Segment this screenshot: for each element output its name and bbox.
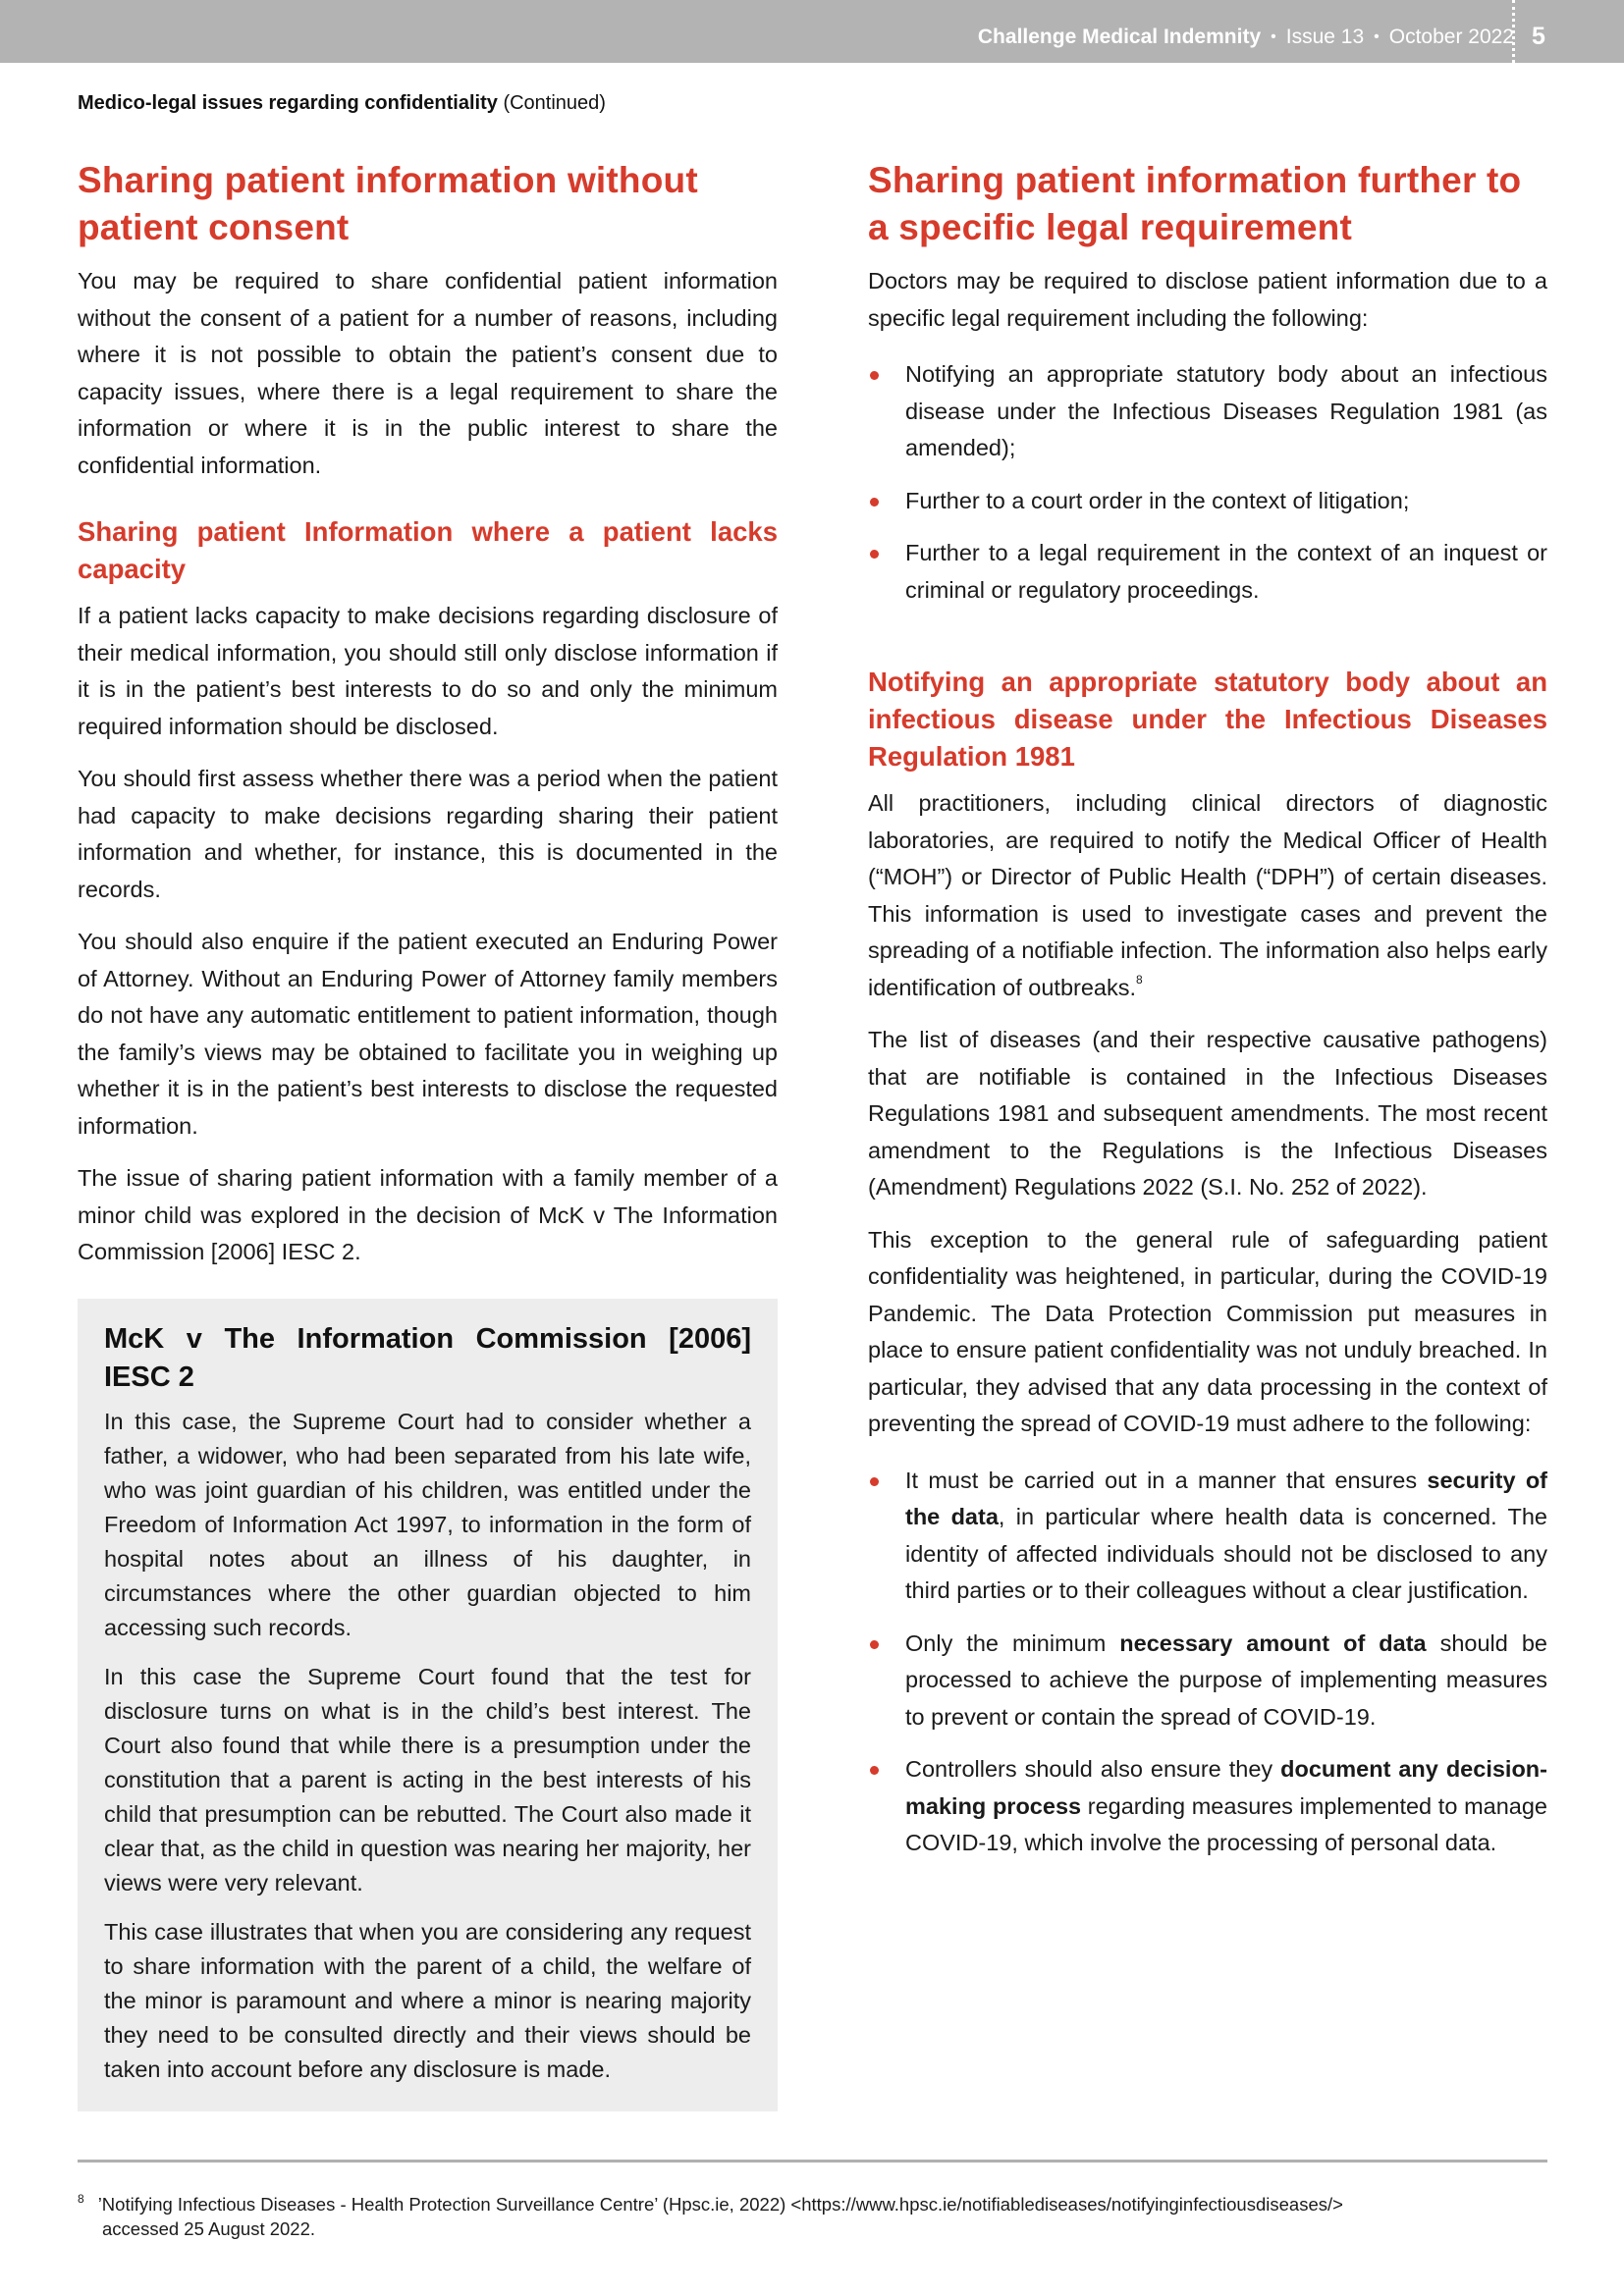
case-study-title: McK v The Information Commission [2006] IESC 2 — [104, 1322, 751, 1393]
page-number: 5 — [1532, 23, 1545, 50]
paragraph: You should also enquire if the patient executed an Enduring Power of Attorney. Without an Enduring Power of Attorney family members do not have any automatic entitlement to patient information, though the family’s views may be obtained to facilitate you in weighing up whether it is in the patient’s best interests to disclose the requested information. — [78, 929, 778, 1139]
section-heading-without-consent: Sharing patient information without patient consent — [78, 160, 698, 247]
bullet-icon — [870, 550, 879, 559]
paragraph: The list of diseases (and their respective causative pathogens) that are notifiable is contained in the Infectious Diseases Regulations 1981 and subsequent amendments. The most recent amendment to the Regulations is the Infectious Diseases (Amendment) Regulations 2022 (S.I. No. 252 of 2022). — [868, 1027, 1547, 1200]
running-head — [78, 92, 606, 115]
paragraph: Doctors may be required to disclose patient information due to a specific legal requirement including the following: — [868, 268, 1547, 331]
footnote-text[interactable]: ’Notifying Infectious Diseases - Health Protection Surveillance Centre’ (Hpsc.ie, 2022) <https://www.hpsc.ie/notifiablediseases/notifyinginfectiousdiseases/> — [97, 2194, 1343, 2215]
running-head-title: Medico-legal issues regarding confidentiality — [78, 92, 498, 114]
paragraph: You should first assess whether there was a period when the patient had capacity to make decisions regarding sharing their patient information and whether, for instance, this is documented in the records. — [78, 766, 778, 902]
case-paragraph: In this case, the Supreme Court had to consider whether a father, a widower, who had been separated from his late wife, who was joint guardian of his children, was entitled under the Freedom of Information Act 1997, to information in the form of hospital notes about an illness of his daughter, in circumstances where the other guardian objected to him accessing such records. — [104, 1408, 751, 1640]
bullet-icon — [870, 498, 879, 507]
case-paragraph: In this case the Supreme Court found that the test for disclosure turns on what is in the child’s best interest. The Court also found that while there is a presumption under the constitution that a parent is acting in the best interests of his child that presumption can be rebutted. The Court also made it clear that, as the child in question was nearing her majority, her views were very relevant. — [104, 1663, 751, 1896]
right-column — [868, 157, 1547, 1880]
bullet-icon — [870, 1640, 879, 1649]
case-study-box — [78, 1299, 778, 2111]
header-dotted-divider — [1512, 0, 1515, 63]
footnote-number: 8 — [78, 2192, 84, 2206]
running-head-suffix: (Continued) — [503, 92, 606, 114]
paragraph: The issue of sharing patient information with a family member of a minor child was explored in the decision of McK v The Information Commission [2006] IESC 2. — [78, 1165, 778, 1264]
footnote-divider — [78, 2160, 1547, 2163]
issue-date: October 2022 — [1388, 26, 1514, 48]
paragraph: If a patient lacks capacity to make decisions regarding disclosure of their medical information, you should still only disclose information if it is in the patient’s best interests to do so and only the minimum required information should be disclosed. — [78, 603, 778, 739]
bullet-icon — [870, 1766, 879, 1775]
bullet-icon — [870, 1477, 879, 1486]
subheading-infectious-disease: Notifying an appropriate statutory body about an infectious disease under the Infectious Diseases Regulation 1981 — [868, 667, 1547, 772]
subheading-lacks-capacity: Sharing patient Information where a patient lacks capacity — [78, 516, 778, 584]
footnote-reference[interactable]: 8 — [1136, 972, 1143, 987]
separator-dot-icon: • — [1374, 28, 1380, 45]
paragraph: All practitioners, including clinical directors of diagnostic laboratories, are required to notify the Medical Officer of Health (“MOH”) or Director of Public Health (“DPH”) of certain diseases. This information is used to investigate cases and prevent the spreading of a notifiable infection. The information also helps early identification of outbreaks.$^8$ — [868, 790, 1547, 1000]
list-item: Further to a legal requirement in the context of an inquest or criminal or regulatory proceedings. — [868, 535, 1547, 609]
header-bar — [0, 0, 1624, 63]
publication-meta — [978, 26, 1514, 49]
left-column — [78, 157, 778, 2111]
list-item: Notifying an appropriate statutory body about an infectious disease under the Infectious Diseases Regulation 1981 (as amended); — [868, 356, 1547, 467]
footnote-accessed: accessed 25 August 2022. — [102, 2218, 316, 2239]
list-item: Further to a court order in the context of litigation; — [868, 483, 1547, 520]
bullet-icon — [870, 371, 879, 380]
list-item: Only the minimum necessary amount of data should be processed to achieve the purpose of implementing measures to prevent or contain the spread of COVID-19. — [868, 1626, 1547, 1736]
separator-dot-icon: • — [1271, 28, 1276, 45]
case-paragraph: This case illustrates that when you are considering any request to share information with the parent of a child, the welfare of the minor is paramount and where a minor is nearing majority they need to be consulted directly and their views should be taken into account before any disclosure is made. — [104, 1918, 751, 2082]
issue-number: Issue 13 — [1285, 26, 1365, 48]
legal-requirements-list — [868, 356, 1547, 609]
footnote — [78, 2187, 1550, 2241]
section-heading-legal-requirement: Sharing patient information further to a specific legal requirement — [868, 160, 1522, 247]
list-item: Controllers should also ensure they document any decision-making process regarding measures implemented to manage COVID-19, which involve the processing of personal data. — [868, 1751, 1547, 1862]
covid-requirements-list — [868, 1463, 1547, 1862]
paragraph: You may be required to share confidential patient information without the consent of a patient for a number of reasons, including where it is not possible to obtain the patient’s consent due to capacity issues, where there is a legal requirement to share the information or where it is in the public interest to share the confidential information. — [78, 268, 778, 478]
publication-name: Challenge Medical Indemnity — [977, 26, 1262, 48]
paragraph: This exception to the general rule of safeguarding patient confidentiality was heightened, in particular, during the COVID-19 Pandemic. The Data Protection Commission put measures in place to ensure patient confidentiality was not unduly breached. In particular, they advised that any data processing in the context of preventing the spread of COVID-19 must adhere to the following: — [868, 1226, 1547, 1436]
list-item: It must be carried out in a manner that ensures security of the data, in particular where health data is concerned. The identity of affected individuals should not be disclosed to any third parties or to their colleagues without a clear justification. — [868, 1463, 1547, 1610]
